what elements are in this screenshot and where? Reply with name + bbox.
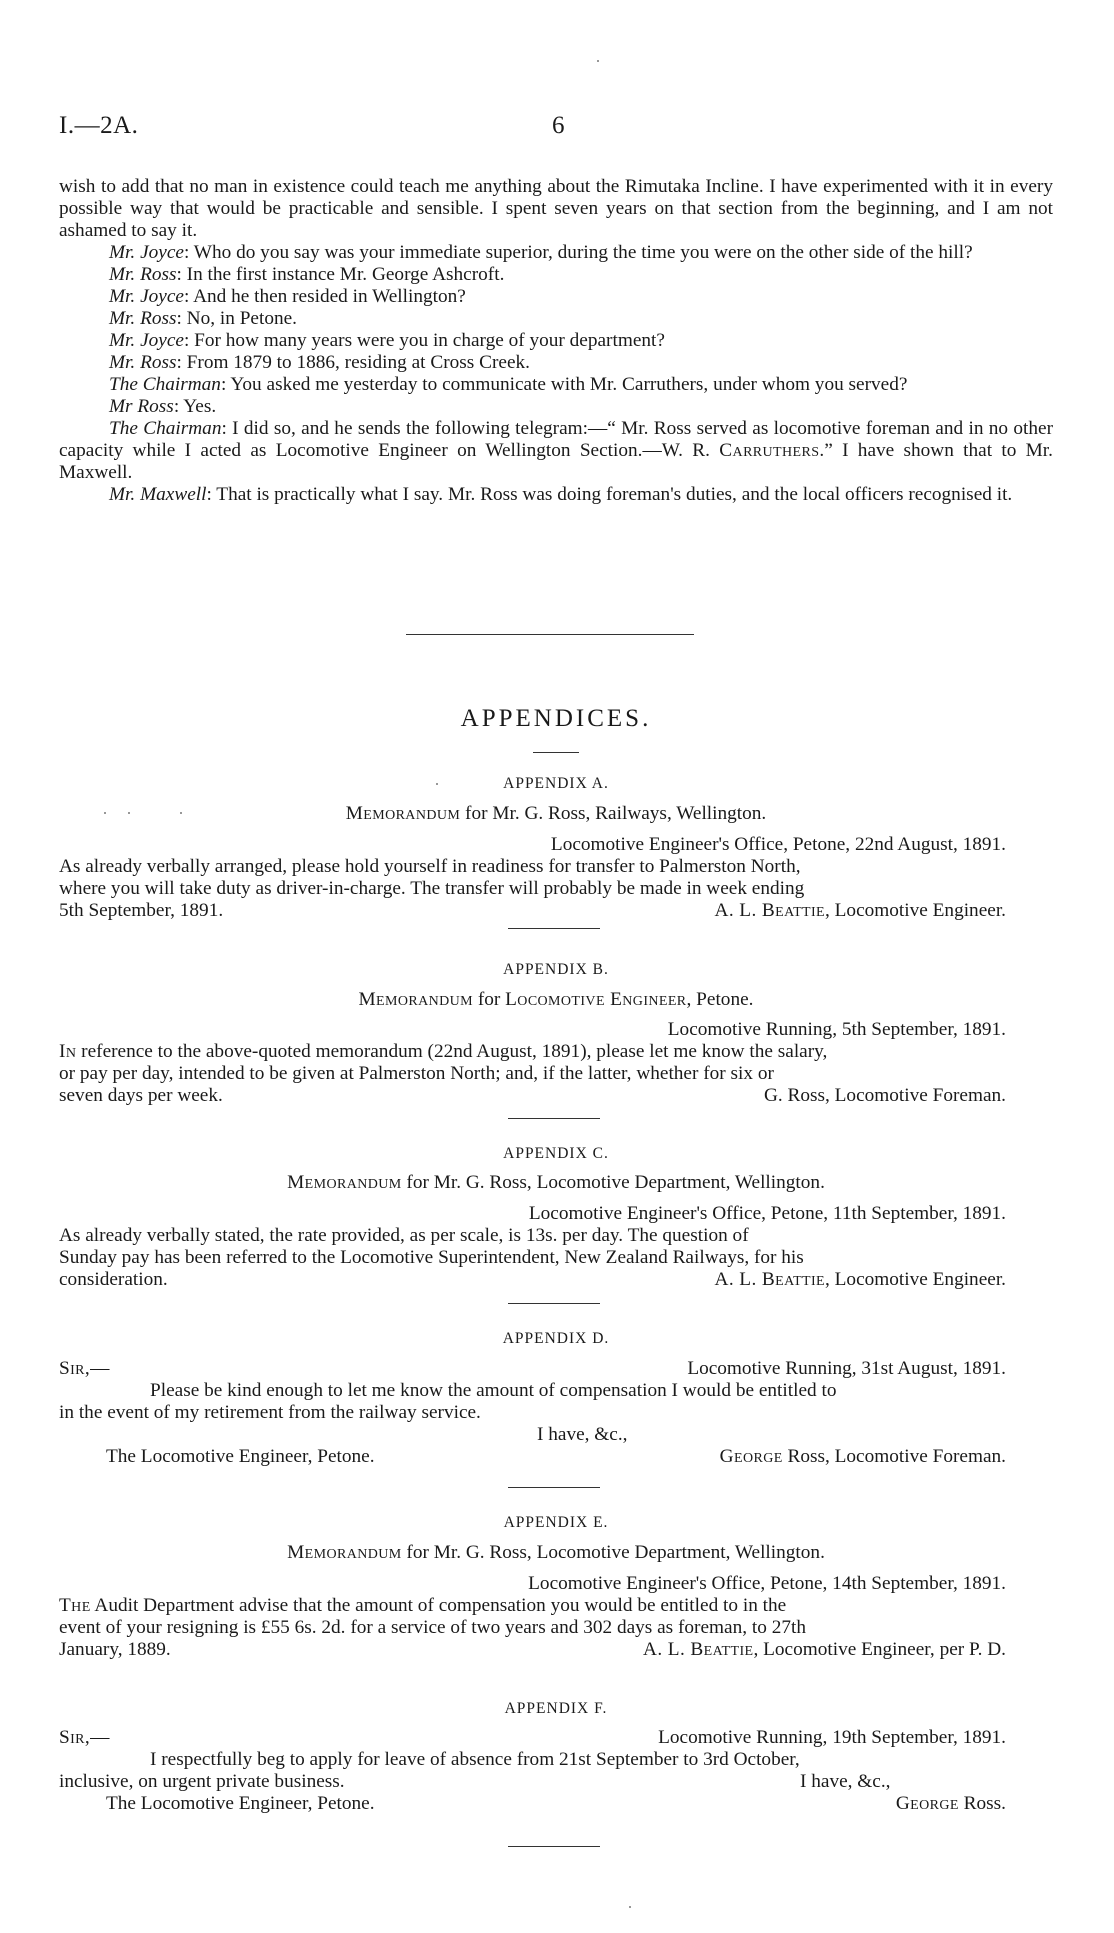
scan-speck xyxy=(629,1906,631,1908)
memo-for: for xyxy=(473,989,506,1010)
signer-title: Ross. xyxy=(958,1793,1006,1814)
dialogue-text: : No, in Petone. xyxy=(176,308,297,329)
appendix-c-dateline: Locomotive Engineer's Office, Petone, 11th September, 1891. xyxy=(528,1203,1006,1224)
appendix-d-addressee: The Locomotive Engineer, Petone. xyxy=(106,1446,375,1467)
appendix-e-memo-heading xyxy=(59,1542,1053,1564)
dialogue-line xyxy=(59,286,1053,308)
appendix-d-text: Please be kind enough to let me know the amount of compensation I would be entitled to xyxy=(150,1380,837,1401)
dialogue-text: .” I have shown that to Mr. Maxwell. xyxy=(59,440,1053,483)
signer-name: George xyxy=(895,1793,959,1814)
appendix-c-memo-heading xyxy=(59,1172,1053,1194)
appendix-f-addressee: The Locomotive Engineer, Petone. xyxy=(106,1793,375,1814)
appendix-c-text: As already verbally stated, the rate provided, as per scale, is 13s. per day. The question of xyxy=(59,1225,749,1246)
telegram-signer: Carruthers xyxy=(719,440,820,461)
appendix-b-text xyxy=(59,1041,827,1063)
appendix-d-dateline: Locomotive Running, 31st August, 1891. xyxy=(687,1358,1006,1379)
dialogue-text: : You asked me yesterday to communicate with Mr. Carruthers, under whom you served? xyxy=(220,374,908,395)
text-run: Audit Department advise that the amount of compensation you would be entitled to in the xyxy=(90,1595,787,1616)
signer-title: Ross, Locomotive Foreman. xyxy=(782,1446,1006,1467)
appendix-f-text: I respectfully beg to apply for leave of absence from 21st September to 3rd October, xyxy=(150,1749,800,1770)
memo-label: Memorandum xyxy=(287,1172,402,1193)
appendix-c-title: APPENDIX C. xyxy=(503,1145,609,1162)
appendix-b-text: seven days per week. xyxy=(59,1085,223,1106)
speaker: Mr. Maxwell xyxy=(109,484,207,505)
signer-name: A. L. Beattie xyxy=(714,1269,826,1290)
dialogue-text: : And he then resided in Wellington? xyxy=(183,286,466,307)
memo-label: Memorandum xyxy=(345,803,461,824)
appendix-f-salutation: Sir,— xyxy=(59,1727,110,1748)
appendix-c-signature xyxy=(715,1269,1006,1291)
page-number: 6 xyxy=(552,112,565,139)
memo-recipient: Locomotive Engineer xyxy=(505,989,687,1010)
speaker: Mr. Ross xyxy=(109,308,177,329)
appendix-e-signature xyxy=(643,1639,1006,1661)
speaker: Mr. Joyce xyxy=(109,242,184,263)
lead-word: The xyxy=(59,1595,91,1616)
speaker: The Chairman xyxy=(109,418,222,439)
appendix-e-title: APPENDIX E. xyxy=(503,1514,609,1531)
heading-underline xyxy=(533,752,579,753)
scan-speck xyxy=(436,783,438,785)
appendix-divider xyxy=(508,928,600,929)
appendix-d-title: APPENDIX D. xyxy=(502,1330,610,1347)
dialogue-line xyxy=(59,242,1053,264)
signer-name: A. L. Beattie xyxy=(643,1639,754,1660)
appendix-a-dateline: Locomotive Engineer's Office, Petone, 22nd August, 1891. xyxy=(550,834,1006,855)
dialogue-line xyxy=(59,396,1053,418)
appendix-a-signature xyxy=(715,900,1006,922)
dialogue-line xyxy=(59,374,1053,396)
dialogue-line xyxy=(59,308,1053,330)
appendix-divider xyxy=(508,1487,600,1488)
signer-name: A. L. Beattie xyxy=(714,900,826,921)
dialogue-text: : I did so, and he sends the following telegram:—“ Mr. Ross served as locomotive foreman and in no other capacity while I acted as Locomotive Engineer on Wellington Section.—W. R. xyxy=(59,418,1053,461)
dialogue-text: : Who do you say was your immediate superior, during the time you were on the other side of the hill? xyxy=(183,242,973,263)
dialogue-text: : In the first instance Mr. George Ashcroft. xyxy=(176,264,505,285)
lead-word: In xyxy=(59,1041,77,1062)
appendix-c-text: Sunday pay has been referred to the Locomotive Superintendent, New Zealand Railways, for his xyxy=(59,1247,804,1268)
appendix-d-salutation: Sir,— xyxy=(59,1358,110,1379)
dialogue-line xyxy=(59,484,1053,506)
signer-title: , Locomotive Engineer, per P. D. xyxy=(753,1639,1006,1660)
series-number: I.—2A. xyxy=(59,112,139,139)
dialogue-text: : From 1879 to 1886, residing at Cross Creek. xyxy=(176,352,530,373)
appendix-a-text: 5th September, 1891. xyxy=(59,900,224,921)
dialogue-text: : For how many years were you in charge of your department? xyxy=(183,330,665,351)
appendix-b-memo-heading xyxy=(59,989,1053,1011)
appendix-f-dateline: Locomotive Running, 19th September, 1891. xyxy=(658,1727,1006,1748)
signer-title: , Locomotive Engineer. xyxy=(825,1269,1006,1290)
appendix-a-memo-heading xyxy=(59,803,1053,825)
memo-recipient: for Mr. G. Ross, Railways, Wellington. xyxy=(460,803,767,824)
appendix-divider xyxy=(508,1303,600,1304)
memo-location: , Petone. xyxy=(686,989,754,1010)
testimony-section xyxy=(59,176,1053,506)
appendix-e-text xyxy=(59,1595,786,1617)
dialogue-line xyxy=(59,352,1053,374)
dialogue-line xyxy=(59,330,1053,352)
appendix-b-dateline: Locomotive Running, 5th September, 1891. xyxy=(667,1019,1006,1040)
appendix-b-title: APPENDIX B. xyxy=(503,961,609,978)
appendix-d-closing: I have, &c., xyxy=(537,1424,628,1445)
dialogue-text: : That is practically what I say. Mr. Ross was doing foreman's duties, and the local officers recognised it. xyxy=(206,484,1013,505)
scan-speck xyxy=(597,60,599,62)
appendix-e-text: event of your resigning is £55 6s. 2d. for a service of two years and 302 days as foreman, to 27th xyxy=(59,1617,806,1638)
appendix-d-text: in the event of my retirement from the railway service. xyxy=(59,1402,481,1423)
speaker: Mr. Ross xyxy=(109,264,177,285)
appendix-b-text: or pay per day, intended to be given at Palmerston North; and, if the latter, whether for six or xyxy=(59,1063,774,1084)
testimony-paragraph: wish to add that no man in existence could teach me anything about the Rimutaka Incline. I have experimented with it in every possible way that would be practicable and sensible. I spent seven years on that section from the beginning, and I am not ashamed to say it. xyxy=(59,176,1053,241)
appendix-f-closing: I have, &c., xyxy=(800,1771,891,1792)
appendix-divider xyxy=(508,1118,600,1119)
dialogue-line xyxy=(59,418,1053,484)
memo-label: Memorandum xyxy=(358,989,473,1010)
speaker: Mr Ross xyxy=(109,396,174,417)
speaker: The Chairman xyxy=(109,374,221,395)
appendix-a-text: where you will take duty as driver-in-charge. The transfer will probably be made in week ending xyxy=(59,878,805,899)
signer-name: George xyxy=(719,1446,783,1467)
memo-recipient: for Mr. G. Ross, Locomotive Department, Wellington. xyxy=(401,1172,825,1193)
memo-recipient: for Mr. G. Ross, Locomotive Department, Wellington. xyxy=(401,1542,825,1563)
dialogue-text: : Yes. xyxy=(173,396,217,417)
signer-title: , Locomotive Engineer. xyxy=(825,900,1006,921)
appendix-a-text: As already verbally arranged, please hold yourself in readiness for transfer to Palmerston North, xyxy=(59,856,801,877)
speaker: Mr. Joyce xyxy=(109,330,184,351)
text-run: reference to the above-quoted memorandum (22nd August, 1891), please let me know the salary, xyxy=(76,1041,828,1062)
appendix-f-title: APPENDIX F. xyxy=(504,1700,608,1717)
appendix-b-signature: G. Ross, Locomotive Foreman. xyxy=(763,1085,1006,1106)
end-divider xyxy=(508,1846,600,1847)
appendices-heading: APPENDICES. xyxy=(460,705,652,732)
appendix-c-text: consideration. xyxy=(59,1269,168,1290)
appendix-e-text: January, 1889. xyxy=(59,1639,171,1660)
speaker: Mr. Ross xyxy=(109,352,177,373)
dialogue-line xyxy=(59,264,1053,286)
section-divider xyxy=(406,634,694,635)
appendix-d-signature xyxy=(720,1446,1006,1468)
memo-label: Memorandum xyxy=(287,1542,402,1563)
appendix-f-text: inclusive, on urgent private business. xyxy=(59,1771,345,1792)
appendix-e-dateline: Locomotive Engineer's Office, Petone, 14th September, 1891. xyxy=(528,1573,1006,1594)
appendix-f-signature xyxy=(896,1793,1006,1815)
appendix-a-title: APPENDIX A. xyxy=(503,775,609,792)
speaker: Mr. Joyce xyxy=(109,286,184,307)
